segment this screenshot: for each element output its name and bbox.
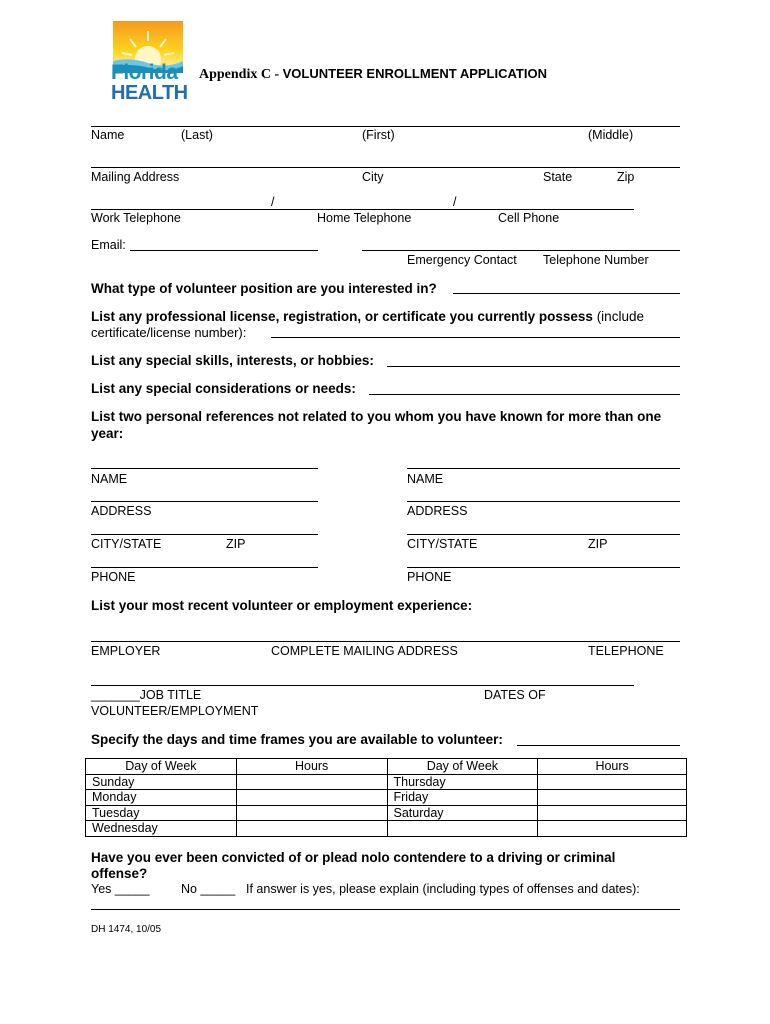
conviction-question-line2: offense? <box>91 866 148 881</box>
header-hours-right: Hours <box>538 759 687 775</box>
availability-answer-line[interactable] <box>517 745 680 746</box>
job-title-line[interactable] <box>91 685 634 686</box>
ref1-zip-label: ZIP <box>226 537 246 551</box>
hours-friday[interactable] <box>538 790 687 806</box>
emergency-line[interactable] <box>362 250 680 251</box>
ref2-address-label: ADDRESS <box>407 504 468 518</box>
state-label: State <box>543 170 573 184</box>
mailing-line[interactable] <box>91 167 680 168</box>
ref1-phone-label: PHONE <box>91 570 136 584</box>
day-friday: Friday <box>387 790 538 806</box>
table-header-row <box>86 759 687 775</box>
hours-sunday[interactable] <box>236 774 387 790</box>
ref2-citystate-label: CITY/STATE <box>407 537 478 551</box>
telephone-number-label: Telephone Number <box>543 253 649 267</box>
license-question-normal: (include <box>596 309 644 324</box>
work-telephone-label: Work Telephone <box>91 211 181 225</box>
conviction-question: Have you ever been convicted of or plead nolo contendere to a driving or criminal <box>91 850 616 865</box>
zip-label: Zip <box>617 170 635 184</box>
day-thursday: Thursday <box>387 774 538 790</box>
hours-monday[interactable] <box>236 790 387 806</box>
availability-question: Specify the days and time frames you are available to volunteer: <box>91 732 503 747</box>
day-wednesday: Wednesday <box>86 821 237 837</box>
day-monday: Monday <box>86 790 237 806</box>
position-answer-line[interactable] <box>453 293 680 294</box>
hours-saturday[interactable] <box>538 805 687 821</box>
license-question <box>91 309 644 324</box>
references-question: List two personal references not related to you whom you have known for more than one <box>91 409 662 424</box>
mailing-address-label: COMPLETE MAILING ADDRESS <box>271 644 458 658</box>
day-tuesday: Tuesday <box>86 805 237 821</box>
title-prefix: Appendix C - <box>199 67 283 82</box>
ref1-phone-line[interactable] <box>91 567 318 568</box>
availability-table <box>85 758 687 837</box>
skills-question: List any special skills, interests, or hobbies: <box>91 353 374 368</box>
title-main: VOLUNTEER ENROLLMENT APPLICATION <box>282 66 547 81</box>
ref1-citystate-line[interactable] <box>91 534 318 535</box>
header-hours-left: Hours <box>236 759 387 775</box>
day-saturday: Saturday <box>387 805 538 821</box>
ref2-zip-label: ZIP <box>588 537 608 551</box>
conviction-yes[interactable]: Yes _____ <box>91 882 150 896</box>
conviction-explain-line[interactable] <box>91 909 680 910</box>
ref2-name-line[interactable] <box>407 468 680 469</box>
ref2-name-label: NAME <box>407 472 444 486</box>
job-title-label: _______JOB TITLE <box>91 688 202 702</box>
day-sunday: Sunday <box>86 774 237 790</box>
ref1-address-line[interactable] <box>91 501 318 502</box>
conviction-explain-label: If answer is yes, please explain (including types of offenses and dates): <box>246 882 640 896</box>
table-row <box>86 821 687 837</box>
hours-tuesday[interactable] <box>236 805 387 821</box>
skills-answer-line[interactable] <box>387 366 680 367</box>
hours-empty[interactable] <box>538 821 687 837</box>
ref2-address-line[interactable] <box>407 501 680 502</box>
florida-health-logo <box>110 21 186 107</box>
table-row <box>86 774 687 790</box>
ref2-citystate-line[interactable] <box>407 534 680 535</box>
middle-label: (Middle) <box>588 128 634 142</box>
references-question-line2: year: <box>91 426 124 441</box>
name-line[interactable] <box>91 126 680 127</box>
employer-telephone-label: TELEPHONE <box>588 644 664 658</box>
hours-thursday[interactable] <box>538 774 687 790</box>
home-telephone-label: Home Telephone <box>317 211 412 225</box>
position-question: What type of volunteer position are you interested in? <box>91 281 437 296</box>
conviction-no[interactable]: No _____ <box>181 882 236 896</box>
considerations-question: List any special considerations or needs: <box>91 381 356 396</box>
license-question-bold: List any professional license, registration, or certificate you currently possess <box>91 309 593 324</box>
day-empty <box>387 821 538 837</box>
email-field[interactable] <box>130 250 318 251</box>
header-day-left: Day of Week <box>86 759 237 775</box>
ref1-name-line[interactable] <box>91 468 318 469</box>
table-row <box>86 805 687 821</box>
slash-1: / <box>271 195 275 209</box>
name-label: Name <box>91 128 125 142</box>
slash-2: / <box>453 195 457 209</box>
ref1-name-label: NAME <box>91 472 128 486</box>
ref2-phone-line[interactable] <box>407 567 680 568</box>
considerations-answer-line[interactable] <box>369 394 680 395</box>
form-id: DH 1474, 10/05 <box>91 924 162 935</box>
table-row <box>86 790 687 806</box>
employer-label: EMPLOYER <box>91 644 161 658</box>
last-label: (Last) <box>181 128 213 142</box>
employer-line[interactable] <box>91 641 680 642</box>
hours-wednesday[interactable] <box>236 821 387 837</box>
city-label: City <box>362 170 384 184</box>
license-answer-line[interactable] <box>271 337 680 338</box>
telephone-line[interactable] <box>91 209 634 210</box>
license-question-line2: certificate/license number): <box>91 325 247 340</box>
page-title <box>199 66 547 83</box>
header-day-right: Day of Week <box>387 759 538 775</box>
experience-question: List your most recent volunteer or employment experience: <box>91 598 473 613</box>
cell-phone-label: Cell Phone <box>498 211 560 225</box>
dates-of-label: DATES OF <box>484 688 546 702</box>
mailing-label: Mailing Address <box>91 170 180 184</box>
ref1-citystate-label: CITY/STATE <box>91 537 162 551</box>
logo-word-florida: Florida <box>111 61 178 84</box>
logo-word-health: HEALTH <box>111 82 188 104</box>
emergency-contact-label: Emergency Contact <box>407 253 517 267</box>
ref1-address-label: ADDRESS <box>91 504 152 518</box>
ref2-phone-label: PHONE <box>407 570 452 584</box>
first-label: (First) <box>362 128 395 142</box>
email-label: Email: <box>91 238 126 252</box>
volunteer-employment-label: VOLUNTEER/EMPLOYMENT <box>91 704 259 718</box>
